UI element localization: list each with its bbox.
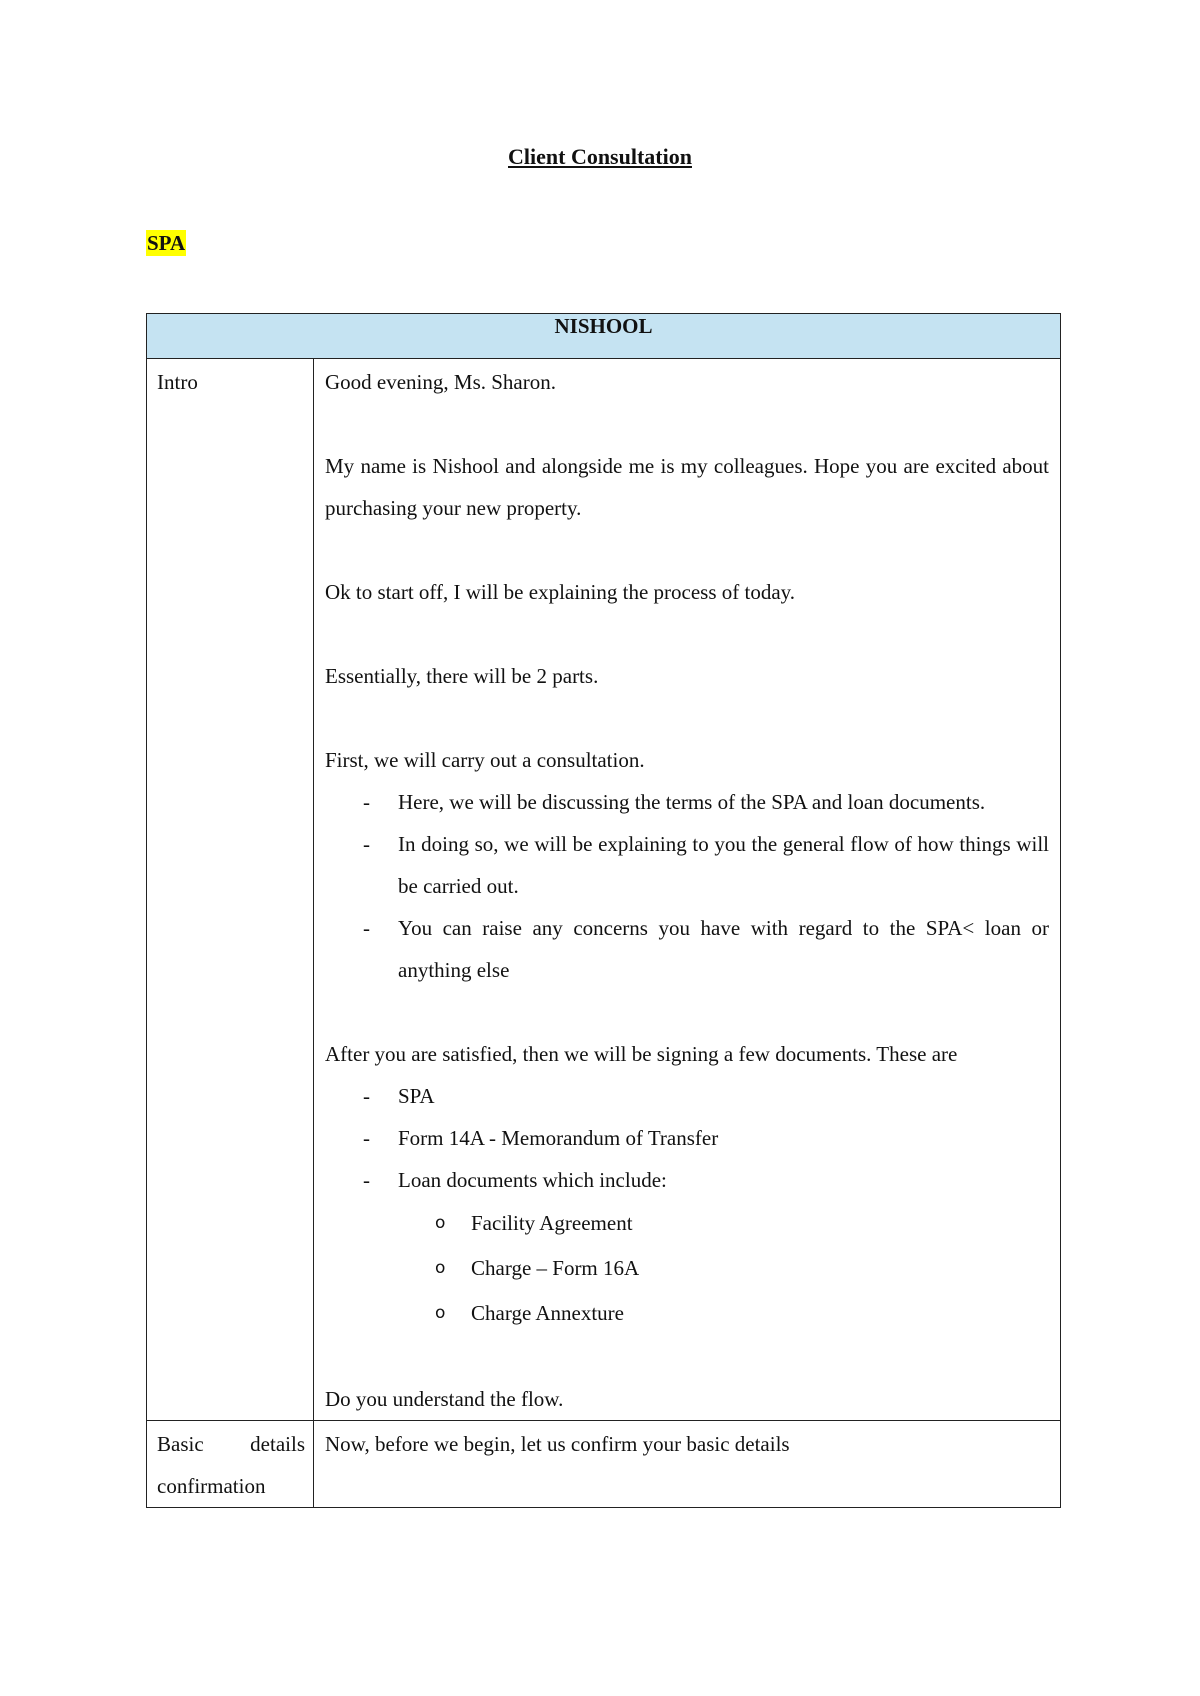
consultation-list — [325, 781, 1049, 991]
section-label-highlight: SPA — [147, 231, 186, 255]
list-item: - Form 14A - Memorandum of Transfer — [325, 1117, 1049, 1159]
documents-list — [325, 1075, 1049, 1201]
table-row — [147, 1421, 1061, 1508]
circle-bullet-icon: o — [435, 1258, 446, 1278]
row-label-line: Basic details — [157, 1432, 305, 1456]
dash-bullet-icon: - — [363, 832, 370, 856]
dash-bullet-icon: - — [363, 1084, 370, 1108]
speaker-header-row — [147, 314, 1061, 359]
closing-question: Do you understand the flow. — [325, 1387, 564, 1411]
list-item: o Facility Agreement — [325, 1201, 1049, 1246]
parts-paragraph: Essentially, there will be 2 parts. — [325, 664, 599, 688]
dash-bullet-icon: - — [363, 1126, 370, 1150]
table-row — [147, 359, 1061, 1421]
first-part-paragraph: First, we will carry out a consultation. — [325, 748, 645, 772]
circle-bullet-icon: o — [435, 1303, 446, 1323]
dash-bullet-icon: - — [363, 1168, 370, 1192]
greeting-text: Good evening, Ms. Sharon. — [325, 370, 556, 394]
row-content-intro — [314, 359, 1061, 1421]
list-item: - Here, we will be discussing the terms of the SPA and loan documents. — [325, 781, 1049, 823]
dash-bullet-icon: - — [363, 790, 370, 814]
page-title: Client Consultation — [508, 144, 692, 169]
row-label-intro: Intro — [147, 359, 314, 1421]
intro-paragraph: My name is Nishool and alongside me is my colleagues. Hope you are excited about purchasing your new property. — [325, 454, 1049, 520]
speaker-name: NISHOOL — [147, 314, 1061, 359]
circle-bullet-icon: o — [435, 1213, 446, 1233]
list-item: - SPA — [325, 1075, 1049, 1117]
list-item: - In doing so, we will be explaining to you the general flow of how things will be carried out. — [325, 823, 1049, 907]
row-content-basic-details — [314, 1421, 1061, 1508]
list-item: - You can raise any concerns you have with regard to the SPA< loan or anything else — [325, 907, 1049, 991]
basic-details-text: Now, before we begin, let us confirm your basic details — [325, 1432, 790, 1456]
process-paragraph: Ok to start off, I will be explaining the process of today. — [325, 580, 796, 604]
list-item: o Charge Annexture — [325, 1291, 1049, 1336]
loan-documents-sublist — [325, 1201, 1049, 1336]
list-item: - Loan documents which include: — [325, 1159, 1049, 1201]
row-label-line: confirmation — [157, 1474, 266, 1498]
row-label-basic-details — [147, 1421, 314, 1508]
list-item: o Charge – Form 16A — [325, 1246, 1049, 1291]
dash-bullet-icon: - — [363, 916, 370, 940]
consultation-script-table — [146, 313, 1061, 1508]
after-satisfied-paragraph: After you are satisfied, then we will be signing a few documents. These are — [325, 1042, 958, 1066]
